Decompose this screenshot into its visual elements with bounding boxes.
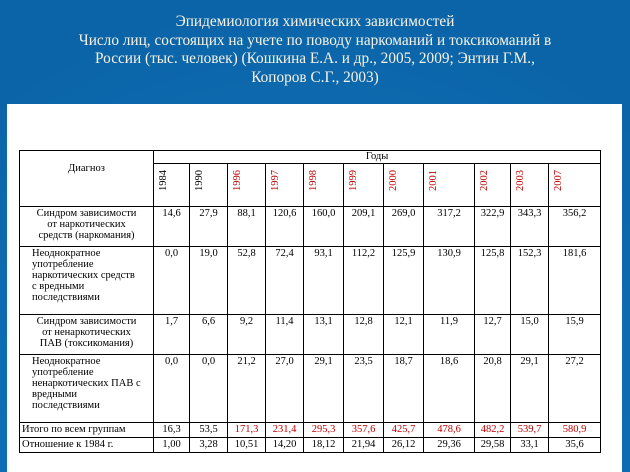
row-label-line: ПАВ (токсикомания) [39, 338, 134, 349]
value-cell: 125,8 [475, 247, 511, 315]
value-cell: 12,1 [384, 315, 424, 355]
value-cell: 10,51 [228, 438, 266, 453]
year-header-cell [154, 164, 190, 207]
value-cell: 18,7 [384, 355, 424, 423]
year-header-cell [344, 164, 384, 207]
value-cell: 120,6 [266, 207, 304, 247]
value-cell: 295,3 [304, 423, 344, 438]
year-header-cell [475, 164, 511, 207]
value-cell: 171,3 [228, 423, 266, 438]
year-label: 1999 [348, 170, 359, 191]
row-label-line: Синдром зависимости [36, 316, 137, 327]
row-label [20, 315, 154, 355]
year-header-cell [549, 164, 601, 207]
value-cell: 125,9 [384, 247, 424, 315]
table-row [20, 315, 601, 355]
year-header-cell [384, 164, 424, 207]
table-row [20, 355, 601, 423]
row-label-line: вредными [32, 389, 78, 400]
value-cell: 181,6 [549, 247, 601, 315]
year-label: 1998 [308, 170, 319, 191]
value-cell: 26,12 [384, 438, 424, 453]
value-cell: 19,0 [190, 247, 228, 315]
value-cell: 93,1 [304, 247, 344, 315]
year-label: 1984 [158, 170, 169, 191]
value-cell: 18,6 [424, 355, 475, 423]
value-cell: 29,36 [424, 438, 475, 453]
row-label-line: от ненаркотических [42, 327, 131, 338]
title-line-1: Эпидемиология химических зависимостей [175, 13, 455, 30]
ratio-row-label: Отношение к 1984 г. [20, 438, 154, 453]
value-cell: 23,5 [344, 355, 384, 423]
row-label-line: употребление [32, 367, 94, 378]
value-cell: 29,1 [304, 355, 344, 423]
value-cell: 13,1 [304, 315, 344, 355]
value-cell: 425,7 [384, 423, 424, 438]
value-cell: 21,2 [228, 355, 266, 423]
value-cell: 20,8 [475, 355, 511, 423]
row-label-line: средств (наркомания) [38, 230, 135, 241]
value-cell: 356,2 [549, 207, 601, 247]
table-row [20, 247, 601, 315]
value-cell: 3,28 [190, 438, 228, 453]
value-cell: 11,4 [266, 315, 304, 355]
value-cell: 482,2 [475, 423, 511, 438]
value-cell: 53,5 [190, 423, 228, 438]
value-cell: 88,1 [228, 207, 266, 247]
value-cell: 0,0 [190, 355, 228, 423]
year-label: 2007 [553, 170, 564, 191]
title-line-4: Копоров С.Г., 2003) [251, 68, 379, 86]
row-label [20, 355, 154, 423]
year-header-cell [266, 164, 304, 207]
row-label-line: с вредными [32, 281, 85, 292]
value-cell: 14,6 [154, 207, 190, 247]
value-cell: 29,58 [475, 438, 511, 453]
row-label [20, 207, 154, 247]
row-label-line: последствиями [32, 400, 100, 411]
value-cell: 27,2 [549, 355, 601, 423]
total-row-label: Итого по всем группам [20, 423, 154, 438]
total-row [20, 423, 601, 438]
value-cell: 231,4 [266, 423, 304, 438]
row-label-line: употребление [32, 259, 94, 270]
year-label: 1996 [232, 170, 243, 191]
title-line-3: России (тыс. человек) (Кошкина Е.А. и др., 2005, 2009; Энтин Г.М., [95, 50, 535, 67]
value-cell: 18,12 [304, 438, 344, 453]
table-row [20, 207, 601, 247]
value-cell: 539,7 [511, 423, 549, 438]
row-label-line: последствиями [32, 292, 100, 303]
diagnosis-header: Диагноз [20, 151, 154, 207]
year-label: 2002 [479, 170, 490, 191]
year-header-cell [228, 164, 266, 207]
value-cell: 112,2 [344, 247, 384, 315]
value-cell: 14,20 [266, 438, 304, 453]
ratio-row [20, 438, 601, 453]
value-cell: 1,7 [154, 315, 190, 355]
value-cell: 130,9 [424, 247, 475, 315]
year-label: 2003 [515, 170, 526, 191]
year-header-cell [304, 164, 344, 207]
value-cell: 15,0 [511, 315, 549, 355]
value-cell: 29,1 [511, 355, 549, 423]
value-cell: 343,3 [511, 207, 549, 247]
year-label: 2001 [428, 170, 439, 191]
value-cell: 0,0 [154, 247, 190, 315]
year-label: 1990 [194, 170, 205, 191]
value-cell: 35,6 [549, 438, 601, 453]
value-cell: 317,2 [424, 207, 475, 247]
value-cell: 72,4 [266, 247, 304, 315]
value-cell: 21,94 [344, 438, 384, 453]
row-label-line: Синдром зависимости [36, 208, 137, 219]
row-label-line: наркотических средств [32, 270, 135, 281]
value-cell: 27,0 [266, 355, 304, 423]
value-cell: 160,0 [304, 207, 344, 247]
years-header: Годы [154, 151, 601, 164]
year-header-cell [511, 164, 549, 207]
table-body [20, 207, 601, 453]
value-cell: 9,2 [228, 315, 266, 355]
value-cell: 1,00 [154, 438, 190, 453]
value-cell: 33,1 [511, 438, 549, 453]
row-label-line: Неоднократное [32, 248, 101, 259]
year-header-cell [424, 164, 475, 207]
value-cell: 357,6 [344, 423, 384, 438]
value-cell: 0,0 [154, 355, 190, 423]
value-cell: 16,3 [154, 423, 190, 438]
value-cell: 6,6 [190, 315, 228, 355]
row-label-line: ненаркотических ПАВ с [32, 378, 141, 389]
year-header-cell [190, 164, 228, 207]
row-label-line: Неоднократное [32, 356, 101, 367]
value-cell: 12,8 [344, 315, 384, 355]
value-cell: 12,7 [475, 315, 511, 355]
value-cell: 209,1 [344, 207, 384, 247]
value-cell: 269,0 [384, 207, 424, 247]
value-cell: 15,9 [549, 315, 601, 355]
year-label: 1997 [270, 170, 281, 191]
title-line-2: Число лиц, состоящих на учете по поводу наркоманий и токсикоманий в [78, 31, 552, 49]
value-cell: 580,9 [549, 423, 601, 438]
value-cell: 478,6 [424, 423, 475, 438]
year-label: 2000 [388, 170, 399, 191]
row-label-line: от наркотических [47, 219, 126, 230]
statistics-table [19, 150, 601, 453]
row-label [20, 247, 154, 315]
value-cell: 11,9 [424, 315, 475, 355]
slide-title [0, 13, 630, 87]
value-cell: 27,9 [190, 207, 228, 247]
value-cell: 152,3 [511, 247, 549, 315]
value-cell: 52,8 [228, 247, 266, 315]
value-cell: 322,9 [475, 207, 511, 247]
